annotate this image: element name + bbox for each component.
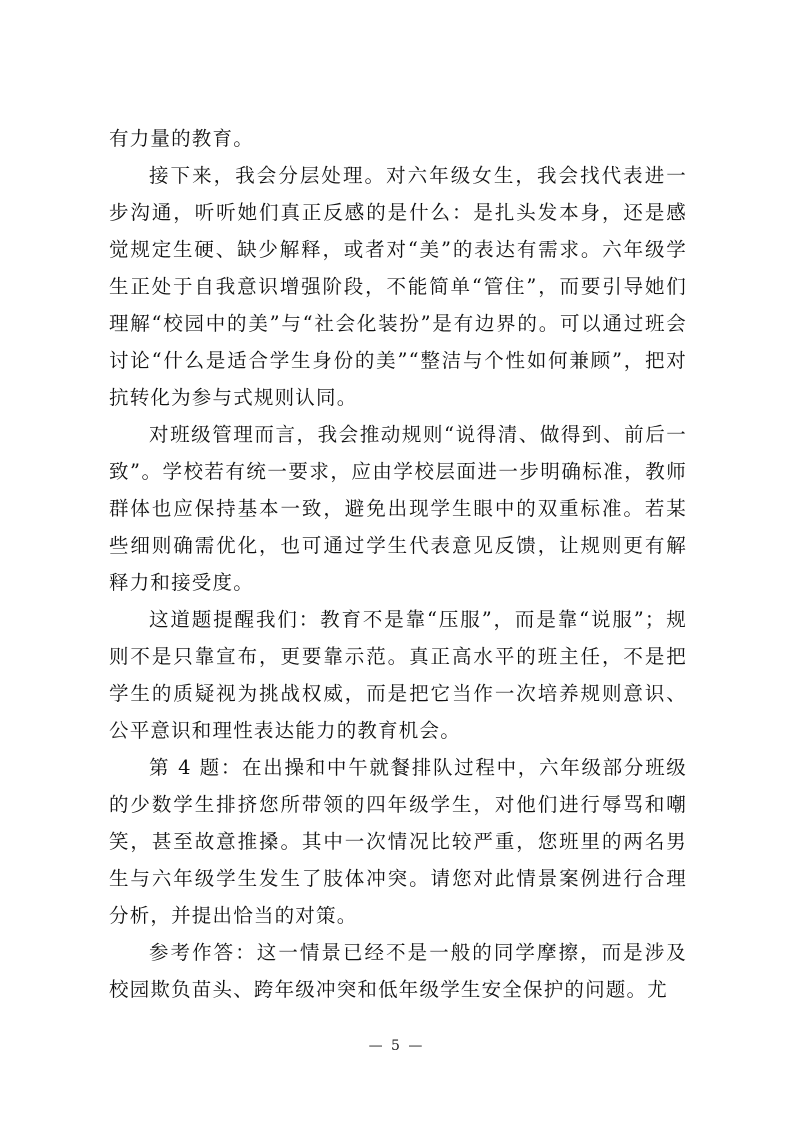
paragraph-5: 第 4 题：在出操和中午就餐排队过程中，六年级部分班级的少数学生排挤您所带领的四年级学生，对他们进行辱骂和嘲笑，甚至故意推搡。其中一次情况比较严重，您班里的两名男生与六年级学生发生了肢体冲突。请您对此情景案例进行合理分析，并提出恰当的对策。 bbox=[109, 756, 687, 927]
page-number: — 5 — bbox=[368, 1038, 425, 1054]
paragraph-2: 接下来，我会分层处理。对六年级女生，我会找代表进一步沟通，听听她们真正反感的是什么：是扎头发本身，还是感觉规定生硬、缺少解释，或者对“美”的表达有需求。六年级学生正处于自我意识增强阶段，不能简单“管住”，而要引导她们理解“校园中的美”与“社会化装扮”是有边界的。可以通过班会讨论“什么是适合学生身份的美”“整洁与个性如何兼顾”，把对抗转化为参与式规则认同。 bbox=[109, 164, 687, 409]
paragraph-6: 参考作答：这一情景已经不是一般的同学摩擦，而是涉及校园欺负苗头、跨年级冲突和低年级学生安全保护的问题。尤 bbox=[109, 941, 687, 1001]
paragraph-1: 有力量的教育。 bbox=[109, 127, 254, 150]
body-text bbox=[109, 120, 687, 1008]
paragraph-4: 这道题提醒我们：教育不是靠“压服”，而是靠“说服”；规则不是只靠宣布，更要靠示范。真正高水平的班主任，不是把学生的质疑视为挑战权威，而是把它当作一次培养规则意识、公平意识和理性表达能力的教育机会。 bbox=[109, 608, 687, 742]
paragraph-3: 对班级管理而言，我会推动规则“说得清、做得到、前后一致”。学校若有统一要求，应由学校层面进一步明确标准，教师群体也应保持基本一致，避免出现学生眼中的双重标准。若某些细则确需优化，也可通过学生代表意见反馈，让规则更有解释力和接受度。 bbox=[109, 423, 687, 594]
